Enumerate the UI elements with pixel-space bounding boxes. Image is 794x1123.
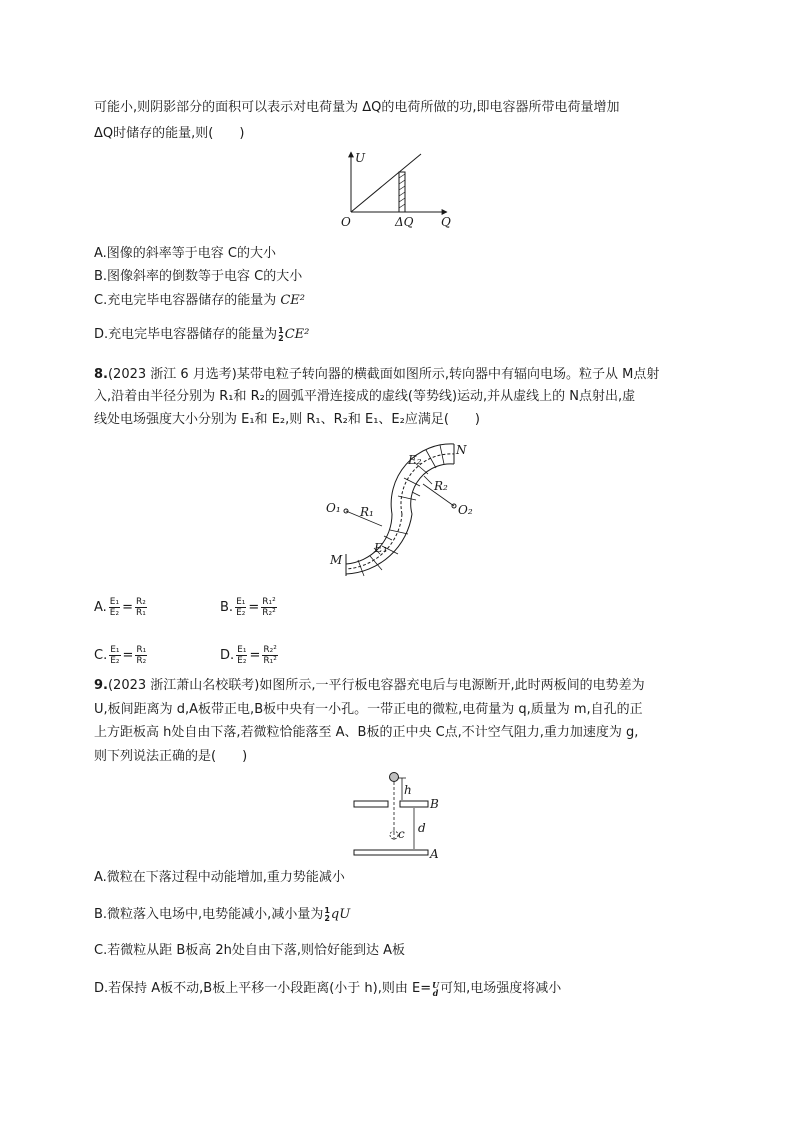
label-d: d xyxy=(418,821,426,835)
q8-number: 8. xyxy=(94,367,108,382)
q7-option-c-expr: CE² xyxy=(280,293,305,308)
label-o1: O₁ xyxy=(326,501,341,515)
q7-u-q-graph xyxy=(335,150,465,232)
half-fraction: 1 2 xyxy=(324,905,330,923)
q8-stem-line3: 线处电场强度大小分别为 E₁和 E₂,则 R₁、R₂和 E₁、E₂应满足( ) xyxy=(94,412,480,427)
q8-stem-line1: 8.(2023 浙江 6 月选考)某带电粒子转向器的横截面如图所示,转向器中有辐向电场。粒子从 M点射 xyxy=(94,367,660,382)
q9-capacitor-figure xyxy=(350,770,460,862)
graph-y-label: U xyxy=(355,151,366,165)
label-e2: E₂ xyxy=(408,453,422,467)
label-h: h xyxy=(404,783,412,797)
graph-delta-label: ΔQ xyxy=(395,215,414,229)
label-n: N xyxy=(456,443,467,457)
q7-stem-line1: 可能小,则阴影部分的面积可以表示对电荷量为 ΔQ的电荷所做的功,即电容器所带电荷量增加 xyxy=(94,100,620,115)
label-e1: E₁ xyxy=(374,541,388,555)
q7-option-a: A.图像的斜率等于电容 C的大小 xyxy=(94,246,277,261)
q9-number: 9. xyxy=(94,678,108,693)
q7-stem-line2: ΔQ时储存的能量,则( ) xyxy=(94,126,245,141)
q9-stem-line2: U,板间距离为 d,A板带正电,B板中央有一小孔。一带正电的微粒,电荷量为 q,质量为 m,自孔的正 xyxy=(94,702,643,717)
graph-x-label: Q xyxy=(441,215,451,229)
q7-option-d-expr: CE² xyxy=(284,327,310,342)
label-r2: R₂ xyxy=(434,479,448,493)
q8-option-b: B. $\frac{\text{E₁}}{\text{E₂}}$ = $\frac{\text{R₁²}}{\text{R₂²}}$ xyxy=(220,597,276,618)
label-c: c xyxy=(398,827,405,841)
q8-option-a: A. $\frac{\text{E₁}}{\text{E₂}}$ = $\frac{\text{R₂}}{\text{R₁}}$ xyxy=(94,597,146,618)
label-a: A xyxy=(430,847,439,861)
q9-option-b: B.微粒落入电场中,电势能减小,减小量为 1 2 qU xyxy=(94,905,351,923)
q8-option-d: D. $\frac{\text{E₁}}{\text{E₂}}$ = $\frac{\text{R₂²}}{\text{R₁²}}$ xyxy=(220,645,277,666)
q7-option-d xyxy=(94,326,309,344)
graph-origin-label: O xyxy=(341,215,351,229)
q7-option-b: B.图像斜率的倒数等于电容 C的大小 xyxy=(94,269,303,284)
q8-deflector-figure xyxy=(320,436,480,578)
label-b: B xyxy=(430,797,439,811)
q9-option-c: C.若微粒从距 B板高 2h处自由下落,则恰好能到达 A板 xyxy=(94,943,406,958)
q9-stem-line4: 则下列说法正确的是( ) xyxy=(94,749,248,764)
q9-stem-line3: 上方距板高 h处自由下落,若微粒恰能落至 A、B板的正中央 C点,不计空气阻力,重力加速度为 g, xyxy=(94,725,639,740)
q9-stem-line1: 9.(2023 浙江萧山名校联考)如图所示,一平行板电容器充电后与电源断开,此时两板间的电势差为 xyxy=(94,678,645,693)
q8-option-c: C. $\frac{\text{E₁}}{\text{E₂}}$ = $\frac{\text{R₁}}{\text{R₂}}$ xyxy=(94,645,147,666)
q7-option-c xyxy=(94,292,305,310)
q7-option-d-text: D.充电完毕电容器储存的能量为 xyxy=(94,327,278,342)
u-over-d-fraction: U d xyxy=(432,979,440,998)
label-o2: O₂ xyxy=(458,503,473,517)
q8-stem-line2: 入,沿着由半径分别为 R₁和 R₂的圆弧平滑连接成的虚线(等势线)运动,并从虚线上的 N点射出,虚 xyxy=(94,389,636,404)
half-fraction: 1 2 xyxy=(278,325,284,343)
q9-option-a: A.微粒在下落过程中动能增加,重力势能减小 xyxy=(94,870,345,885)
q7-option-c-text: C.充电完毕电容器储存的能量为 xyxy=(94,293,281,308)
label-r1: R₁ xyxy=(360,505,374,519)
q9-option-d: D.若保持 A板不动,B板上平移一小段距离(小于 h),则由 E= U d 可知,电场强度将减小 xyxy=(94,979,562,998)
label-m: M xyxy=(330,553,343,567)
